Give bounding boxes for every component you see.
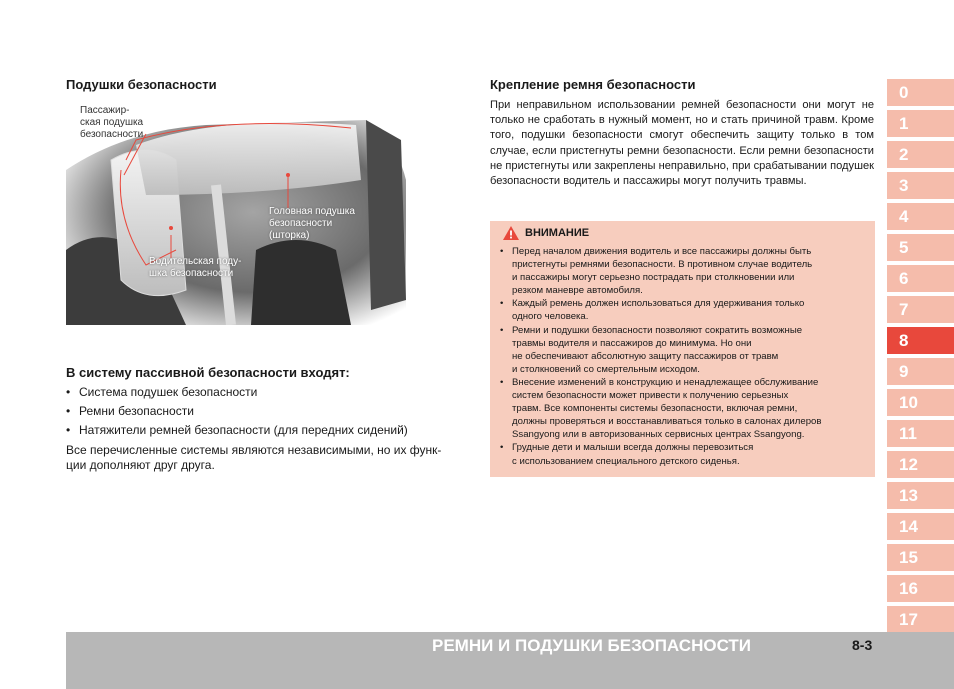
chapter-tab-14[interactable]: 14 <box>887 513 954 540</box>
warning-list <box>500 245 860 468</box>
chapter-tab-15[interactable]: 15 <box>887 544 954 571</box>
belt-paragraph: При неправильном использовании ремней безопасности они могут не только не сработать в нужный момент, но и стать причиной травм. Кроме того, подушки безопасности смогут обеспечить защиту только в том случае, если пристегнуты ремни безопасности. Если ремни безопасности не пристегнуты или закреплены неправильно, при срабатывании подушек безопасности водитель и пассажиры могут получить травмы. <box>490 99 874 188</box>
chapter-tab-16[interactable]: 16 <box>887 575 954 602</box>
chapter-tab-17[interactable]: 17 <box>887 606 954 633</box>
closing-paragraph <box>66 443 456 473</box>
warning-item: • Внесение изменений в конструкцию и ненадлежащее обслуживание систем безопасности может привести к получению серьезных травм. Все компоненты системы безопасности, включая ремни, должны проверяться и восстанавливаться только в салонах дилеров Ssangyong или в авторизованных сервисных центрах Ssangyong. <box>500 376 860 441</box>
callout-line: (шторка) <box>269 230 310 241</box>
list-item: • Система подушек безопасности <box>66 385 456 399</box>
chapter-tab-11[interactable]: 11 <box>887 420 954 447</box>
chapter-title: РЕМНИ И ПОДУШКИ БЕЗОПАСНОСТИ <box>432 636 752 655</box>
section-heading-belt-fastening: Крепление ремня безопасности <box>490 77 696 92</box>
chapter-tab-6[interactable]: 6 <box>887 265 954 292</box>
page-number: 8-3 <box>852 637 873 653</box>
warning-item: • Ремни и подушки безопасности позволяют сократить возможные травмы водителя и пассажиров до минимума. Но они не обеспечивают абсолютную защиту пассажиров от травм и столкновений со смертельным исходом. <box>500 324 860 376</box>
passive-safety-list <box>66 385 456 442</box>
callout-curtain-airbag <box>269 206 355 242</box>
paragraph-line: ции дополняют друг друга. <box>66 458 215 472</box>
callout-line: безопасности <box>80 129 144 140</box>
warning-item: • Каждый ремень должен использоваться для удерживания только одного человека. <box>500 297 860 323</box>
callout-passenger-airbag <box>80 105 143 141</box>
callout-line: безопасности <box>269 218 333 229</box>
callout-line: Пассажир- <box>80 105 130 116</box>
airbag-illustration <box>66 100 406 325</box>
chapter-tab-1[interactable]: 1 <box>887 110 954 137</box>
chapter-tab-4[interactable]: 4 <box>887 203 954 230</box>
callout-line: шка безопасности <box>149 268 234 279</box>
chapter-tab-2[interactable]: 2 <box>887 141 954 168</box>
warning-triangle-icon <box>502 225 520 241</box>
chapter-tab-13[interactable]: 13 <box>887 482 954 509</box>
chapter-tab-7[interactable]: 7 <box>887 296 954 323</box>
warning-item: • Перед началом движения водитель и все пассажиры должны быть пристегнуты ремнями безопасности. В противном случае водитель и пассажиры могут серьезно пострадать при столкновении или резком маневре автомобиля. <box>500 245 860 297</box>
chapter-tab-9[interactable]: 9 <box>887 358 954 385</box>
warning-header <box>502 225 589 241</box>
chapter-tab-3[interactable]: 3 <box>887 172 954 199</box>
page-footer <box>66 632 954 689</box>
chapter-tab-8[interactable]: 8 <box>887 327 954 354</box>
list-item: • Ремни безопасности <box>66 404 456 418</box>
chapter-tab-12[interactable]: 12 <box>887 451 954 478</box>
callout-line: Головная подушка <box>269 206 355 217</box>
warning-box <box>490 221 875 477</box>
callout-line: ская подушка <box>80 117 144 128</box>
chapter-tab-0[interactable]: 0 <box>887 79 954 106</box>
section-heading-airbags: Подушки безопасности <box>66 77 217 92</box>
warning-item: • Грудные дети и малыши всегда должны перевозиться с использованием специального детского сиденья. <box>500 441 860 467</box>
list-item: • Натяжители ремней безопасности (для передних сидений) <box>66 423 456 437</box>
paragraph-line: Все перечисленные системы являются независимыми, но их функ- <box>66 443 442 457</box>
callout-line: Водительская поду- <box>149 256 242 267</box>
callout-driver-airbag <box>149 256 241 280</box>
chapter-tab-10[interactable]: 10 <box>887 389 954 416</box>
warning-title: ВНИМАНИЕ <box>525 227 590 239</box>
chapter-tab-5[interactable]: 5 <box>887 234 954 261</box>
chapter-tabs <box>887 79 954 637</box>
section-heading-passive-safety: В систему пассивной безопасности входят: <box>66 365 350 380</box>
